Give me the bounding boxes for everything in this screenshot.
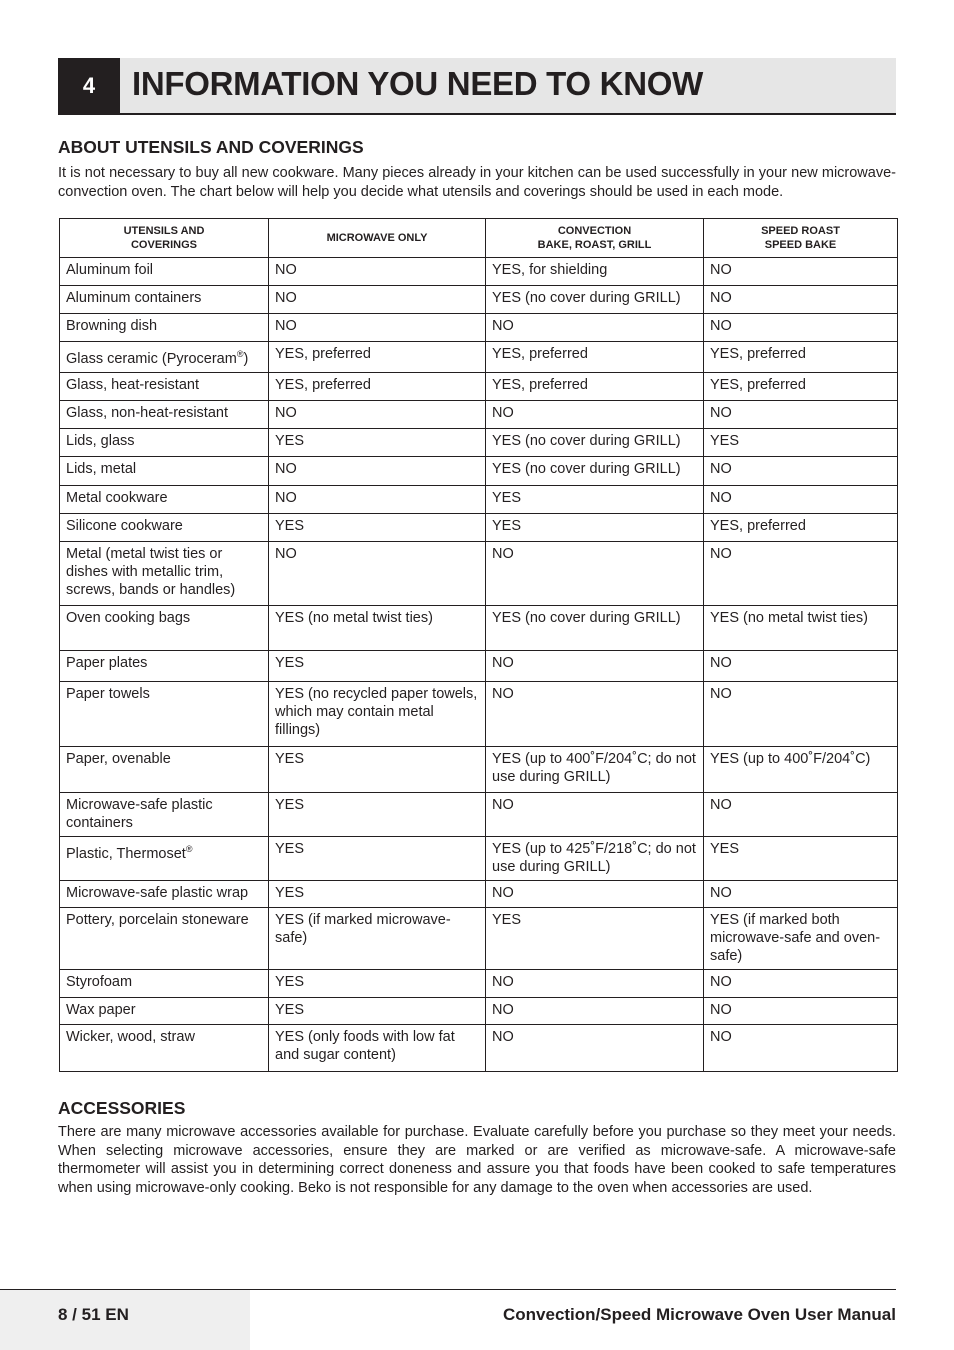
table-row [60,342,898,373]
cell-microwave: NO [269,258,486,286]
table-row [60,650,898,681]
cell-utensil: Paper plates [60,650,269,681]
accessories-heading: ACCESSORIES [58,1098,186,1118]
cell-speed: NO [704,969,898,997]
cell-speed: NO [704,650,898,681]
column-header-microwave: MICROWAVE ONLY [269,219,486,258]
cell-speed: NO [704,997,898,1024]
cell-utensil: Wax paper [60,997,269,1024]
cell-convection: YES [486,513,704,541]
cell-microwave: YES [269,880,486,907]
utensils-heading: ABOUT UTENSILS AND COVERINGS [58,137,364,157]
table-row [60,997,898,1024]
cell-convection: NO [486,1024,704,1071]
cell-convection: NO [486,541,704,605]
table-row [60,286,898,314]
cell-convection: YES (no cover during GRILL) [486,605,704,650]
cell-speed: NO [704,456,898,485]
cell-microwave: YES [269,650,486,681]
cell-utensil: Wicker, wood, straw [60,1024,269,1071]
cell-convection: YES (no cover during GRILL) [486,286,704,314]
footer-divider [0,1289,896,1290]
table-row [60,746,898,792]
cell-speed: YES (if marked both microwave-safe and oven-safe) [704,907,898,969]
cell-speed: YES [704,428,898,456]
cell-speed: YES (no metal twist ties) [704,605,898,650]
cell-speed: NO [704,541,898,605]
footer-manual-title: Convection/Speed Microwave Oven User Manual [502,1305,896,1324]
cell-convection: YES (no cover during GRILL) [486,428,704,456]
chapter-number: 4 [58,58,120,113]
table-body [60,258,898,1072]
cell-convection: YES [486,485,704,513]
cell-utensil: Glass ceramic (Pyroceram®) [60,342,269,373]
cell-utensil: Microwave-safe plastic wrap [60,880,269,907]
column-header-utensils: UTENSILS AND COVERINGS [60,219,269,258]
cell-utensil: Lids, glass [60,428,269,456]
table-row [60,314,898,342]
cell-speed: NO [704,258,898,286]
table-row [60,969,898,997]
cell-convection: YES (up to 400˚F/204˚C; do not use during GRILL) [486,746,704,792]
cell-microwave: NO [269,286,486,314]
table-row [60,541,898,605]
cell-microwave: YES [269,969,486,997]
cell-speed: NO [704,485,898,513]
cell-convection: YES [486,907,704,969]
cell-utensil: Styrofoam [60,969,269,997]
table-row [60,836,898,880]
table-row [60,907,898,969]
cell-utensil: Metal (metal twist ties or dishes with metallic trim, screws, bands or handles) [60,541,269,605]
cell-microwave: NO [269,485,486,513]
cell-speed: YES, preferred [704,372,898,400]
table-row [60,513,898,541]
cell-speed: NO [704,286,898,314]
cell-convection: NO [486,650,704,681]
column-header-convection: CONVECTION BAKE, ROAST, GRILL [486,219,704,258]
cell-convection: YES (no cover during GRILL) [486,456,704,485]
cell-utensil: Lids, metal [60,456,269,485]
cell-utensil: Silicone cookware [60,513,269,541]
cell-utensil: Plastic, Thermoset® [60,836,269,880]
chapter-header [58,58,896,115]
cell-utensil: Glass, heat-resistant [60,372,269,400]
cell-microwave: NO [269,456,486,485]
cell-convection: YES (up to 425˚F/218˚C; do not use during GRILL) [486,836,704,880]
accessories-body: There are many microwave accessories available for purchase. Evaluate carefully before you purchase so they meet your needs. When selecting microwave accessories, ensure they are marked or are verified as microwave-safe. A microwave-safe thermometer will assist you in determining correct doneness and assure you that foods have been cooked to safe temperatures when using microwave-only cooking. Beko is not responsible for any damage to the oven when accessories are used. [58,1124,896,1196]
cell-utensil: Paper, ovenable [60,746,269,792]
cell-speed: NO [704,1024,898,1071]
cell-speed: NO [704,314,898,342]
table-row [60,485,898,513]
cell-microwave: YES, preferred [269,342,486,373]
cell-convection: YES, preferred [486,342,704,373]
cell-utensil: Aluminum foil [60,258,269,286]
cell-utensil: Paper towels [60,681,269,746]
cell-convection: NO [486,314,704,342]
cell-speed: NO [704,400,898,428]
cell-microwave: YES [269,513,486,541]
cell-microwave: YES (no recycled paper towels, which may contain metal fillings) [269,681,486,746]
column-header-speed: SPEED ROAST SPEED BAKE [704,219,898,258]
cell-speed: YES [704,836,898,880]
cell-convection: NO [486,880,704,907]
cell-convection: NO [486,997,704,1024]
cell-convection: NO [486,969,704,997]
utensils-table [59,218,898,1072]
cell-convection: YES, for shielding [486,258,704,286]
cell-microwave: YES [269,792,486,836]
cell-convection: NO [486,400,704,428]
cell-utensil: Aluminum containers [60,286,269,314]
cell-microwave: YES [269,836,486,880]
table-row [60,456,898,485]
table-row [60,258,898,286]
cell-speed: NO [704,792,898,836]
cell-utensil: Metal cookware [60,485,269,513]
cell-microwave: YES [269,428,486,456]
cell-speed: NO [704,681,898,746]
cell-microwave: NO [269,400,486,428]
cell-microwave: YES (if marked microwave-safe) [269,907,486,969]
chapter-title: INFORMATION YOU NEED TO KNOW [132,65,703,102]
table-row [60,372,898,400]
cell-microwave: NO [269,314,486,342]
table-row [60,792,898,836]
table-row [60,1024,898,1071]
cell-microwave: YES (no metal twist ties) [269,605,486,650]
cell-speed: NO [704,880,898,907]
table-header-row [60,219,898,258]
cell-convection: NO [486,681,704,746]
cell-utensil: Glass, non-heat-resistant [60,400,269,428]
cell-microwave: YES, preferred [269,372,486,400]
cell-convection: YES, preferred [486,372,704,400]
cell-microwave: YES [269,746,486,792]
footer-page-number: 8 / 51 EN [58,1305,129,1324]
table-row [60,605,898,650]
cell-utensil: Pottery, porcelain stoneware [60,907,269,969]
table-row [60,400,898,428]
cell-speed: YES, preferred [704,342,898,373]
cell-microwave: YES [269,997,486,1024]
cell-convection: NO [486,792,704,836]
table-row [60,681,898,746]
cell-utensil: Oven cooking bags [60,605,269,650]
utensils-intro: It is not necessary to buy all new cookware. Many pieces already in your kitchen can be used successfully in your new microwave-convection oven. The chart below will help you decide what utensils and coverings should be used in each mode. [58,165,896,200]
table-row [60,880,898,907]
cell-utensil: Microwave-safe plastic containers [60,792,269,836]
cell-microwave: NO [269,541,486,605]
cell-speed: YES, preferred [704,513,898,541]
table-row [60,428,898,456]
cell-utensil: Browning dish [60,314,269,342]
cell-microwave: YES (only foods with low fat and sugar content) [269,1024,486,1071]
cell-speed: YES (up to 400˚F/204˚C) [704,746,898,792]
